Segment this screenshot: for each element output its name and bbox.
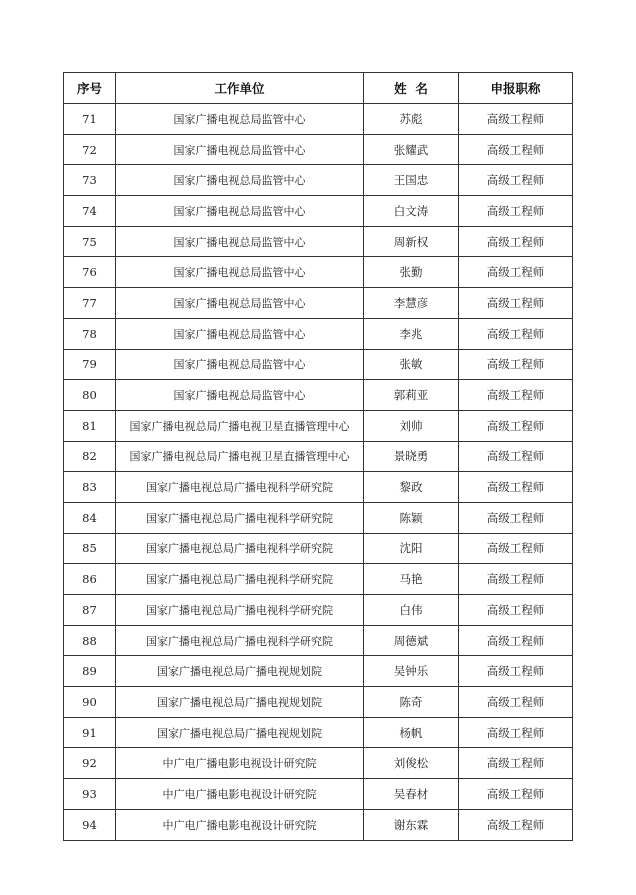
cell-name: 吴钟乐 xyxy=(364,656,459,687)
table-row xyxy=(64,595,573,626)
cell-work-unit: 中广电广播电影电视设计研究院 xyxy=(116,809,364,840)
cell-name: 陈颖 xyxy=(364,502,459,533)
cell-name: 王国忠 xyxy=(364,165,459,196)
cell-name: 张耀武 xyxy=(364,134,459,165)
cell-name: 陈奇 xyxy=(364,687,459,718)
cell-serial-number: 77 xyxy=(64,288,116,319)
cell-title: 高级工程师 xyxy=(459,165,573,196)
cell-title: 高级工程师 xyxy=(459,472,573,503)
cell-name: 谢东霖 xyxy=(364,809,459,840)
cell-work-unit: 国家广播电视总局监管中心 xyxy=(116,318,364,349)
cell-work-unit: 国家广播电视总局监管中心 xyxy=(116,349,364,380)
cell-name: 白伟 xyxy=(364,595,459,626)
cell-work-unit: 国家广播电视总局广播电视科学研究院 xyxy=(116,502,364,533)
cell-work-unit: 国家广播电视总局广播电视科学研究院 xyxy=(116,472,364,503)
cell-serial-number: 91 xyxy=(64,717,116,748)
cell-title: 高级工程师 xyxy=(459,809,573,840)
cell-title: 高级工程师 xyxy=(459,625,573,656)
cell-work-unit: 国家广播电视总局广播电视规划院 xyxy=(116,656,364,687)
table-row xyxy=(64,625,573,656)
table-row xyxy=(64,134,573,165)
table-row xyxy=(64,748,573,779)
cell-name: 苏彪 xyxy=(364,104,459,135)
cell-serial-number: 73 xyxy=(64,165,116,196)
cell-serial-number: 75 xyxy=(64,226,116,257)
cell-work-unit: 国家广播电视总局广播电视科学研究院 xyxy=(116,564,364,595)
cell-title: 高级工程师 xyxy=(459,196,573,227)
cell-work-unit: 国家广播电视总局监管中心 xyxy=(116,165,364,196)
cell-title: 高级工程师 xyxy=(459,717,573,748)
table-row xyxy=(64,502,573,533)
cell-work-unit: 国家广播电视总局监管中心 xyxy=(116,104,364,135)
table-row xyxy=(64,349,573,380)
cell-work-unit: 国家广播电视总局监管中心 xyxy=(116,226,364,257)
table-row xyxy=(64,257,573,288)
roster-table xyxy=(63,72,573,841)
cell-serial-number: 82 xyxy=(64,441,116,472)
cell-name: 李兆 xyxy=(364,318,459,349)
cell-name: 张敏 xyxy=(364,349,459,380)
cell-name: 马艳 xyxy=(364,564,459,595)
cell-title: 高级工程师 xyxy=(459,349,573,380)
table-row xyxy=(64,288,573,319)
cell-name: 刘帅 xyxy=(364,410,459,441)
cell-title: 高级工程师 xyxy=(459,564,573,595)
cell-name: 黎政 xyxy=(364,472,459,503)
cell-name: 周新权 xyxy=(364,226,459,257)
cell-title: 高级工程师 xyxy=(459,687,573,718)
header-row xyxy=(64,73,573,104)
table-header xyxy=(64,73,573,104)
header-work-unit: 工作单位 xyxy=(116,73,364,104)
table-row xyxy=(64,809,573,840)
cell-title: 高级工程师 xyxy=(459,226,573,257)
table-row xyxy=(64,104,573,135)
cell-name: 李慧彦 xyxy=(364,288,459,319)
cell-serial-number: 79 xyxy=(64,349,116,380)
table-row xyxy=(64,380,573,411)
cell-title: 高级工程师 xyxy=(459,104,573,135)
cell-work-unit: 国家广播电视总局监管中心 xyxy=(116,288,364,319)
table-row xyxy=(64,196,573,227)
cell-title: 高级工程师 xyxy=(459,134,573,165)
cell-title: 高级工程师 xyxy=(459,656,573,687)
cell-title: 高级工程师 xyxy=(459,595,573,626)
header-name: 姓 名 xyxy=(364,73,459,104)
cell-serial-number: 85 xyxy=(64,533,116,564)
cell-serial-number: 90 xyxy=(64,687,116,718)
cell-serial-number: 94 xyxy=(64,809,116,840)
table-row xyxy=(64,472,573,503)
cell-serial-number: 78 xyxy=(64,318,116,349)
cell-serial-number: 86 xyxy=(64,564,116,595)
cell-title: 高级工程师 xyxy=(459,533,573,564)
cell-work-unit: 国家广播电视总局广播电视规划院 xyxy=(116,687,364,718)
table-row xyxy=(64,226,573,257)
table-row xyxy=(64,779,573,810)
cell-work-unit: 国家广播电视总局监管中心 xyxy=(116,380,364,411)
cell-work-unit: 国家广播电视总局广播电视规划院 xyxy=(116,717,364,748)
cell-name: 白文涛 xyxy=(364,196,459,227)
cell-title: 高级工程师 xyxy=(459,502,573,533)
cell-name: 吴春材 xyxy=(364,779,459,810)
cell-name: 刘俊松 xyxy=(364,748,459,779)
cell-title: 高级工程师 xyxy=(459,779,573,810)
table-row xyxy=(64,410,573,441)
cell-serial-number: 81 xyxy=(64,410,116,441)
cell-name: 沈阳 xyxy=(364,533,459,564)
header-title: 申报职称 xyxy=(459,73,573,104)
cell-name: 周德斌 xyxy=(364,625,459,656)
cell-title: 高级工程师 xyxy=(459,380,573,411)
cell-work-unit: 中广电广播电影电视设计研究院 xyxy=(116,779,364,810)
cell-title: 高级工程师 xyxy=(459,318,573,349)
table-body xyxy=(64,104,573,841)
cell-title: 高级工程师 xyxy=(459,441,573,472)
cell-title: 高级工程师 xyxy=(459,288,573,319)
table-row xyxy=(64,318,573,349)
cell-work-unit: 国家广播电视总局监管中心 xyxy=(116,257,364,288)
table-row xyxy=(64,687,573,718)
cell-work-unit: 国家广播电视总局广播电视卫星直播管理中心 xyxy=(116,441,364,472)
cell-title: 高级工程师 xyxy=(459,410,573,441)
cell-serial-number: 93 xyxy=(64,779,116,810)
cell-name: 杨帆 xyxy=(364,717,459,748)
table-row xyxy=(64,564,573,595)
cell-name: 景晓勇 xyxy=(364,441,459,472)
cell-work-unit: 国家广播电视总局广播电视卫星直播管理中心 xyxy=(116,410,364,441)
table-row xyxy=(64,533,573,564)
cell-work-unit: 国家广播电视总局广播电视科学研究院 xyxy=(116,533,364,564)
cell-work-unit: 国家广播电视总局监管中心 xyxy=(116,134,364,165)
cell-serial-number: 74 xyxy=(64,196,116,227)
table-row xyxy=(64,441,573,472)
table-row xyxy=(64,717,573,748)
cell-name: 郭莉亚 xyxy=(364,380,459,411)
cell-serial-number: 80 xyxy=(64,380,116,411)
cell-work-unit: 国家广播电视总局广播电视科学研究院 xyxy=(116,625,364,656)
cell-name: 张勤 xyxy=(364,257,459,288)
cell-work-unit: 中广电广播电影电视设计研究院 xyxy=(116,748,364,779)
cell-serial-number: 84 xyxy=(64,502,116,533)
cell-serial-number: 83 xyxy=(64,472,116,503)
cell-title: 高级工程师 xyxy=(459,257,573,288)
header-serial-number: 序号 xyxy=(64,73,116,104)
cell-serial-number: 76 xyxy=(64,257,116,288)
roster-sheet xyxy=(63,72,572,841)
cell-serial-number: 71 xyxy=(64,104,116,135)
cell-work-unit: 国家广播电视总局广播电视科学研究院 xyxy=(116,595,364,626)
cell-serial-number: 89 xyxy=(64,656,116,687)
cell-serial-number: 72 xyxy=(64,134,116,165)
cell-serial-number: 88 xyxy=(64,625,116,656)
cell-serial-number: 92 xyxy=(64,748,116,779)
cell-serial-number: 87 xyxy=(64,595,116,626)
table-row xyxy=(64,656,573,687)
cell-title: 高级工程师 xyxy=(459,748,573,779)
cell-work-unit: 国家广播电视总局监管中心 xyxy=(116,196,364,227)
table-row xyxy=(64,165,573,196)
